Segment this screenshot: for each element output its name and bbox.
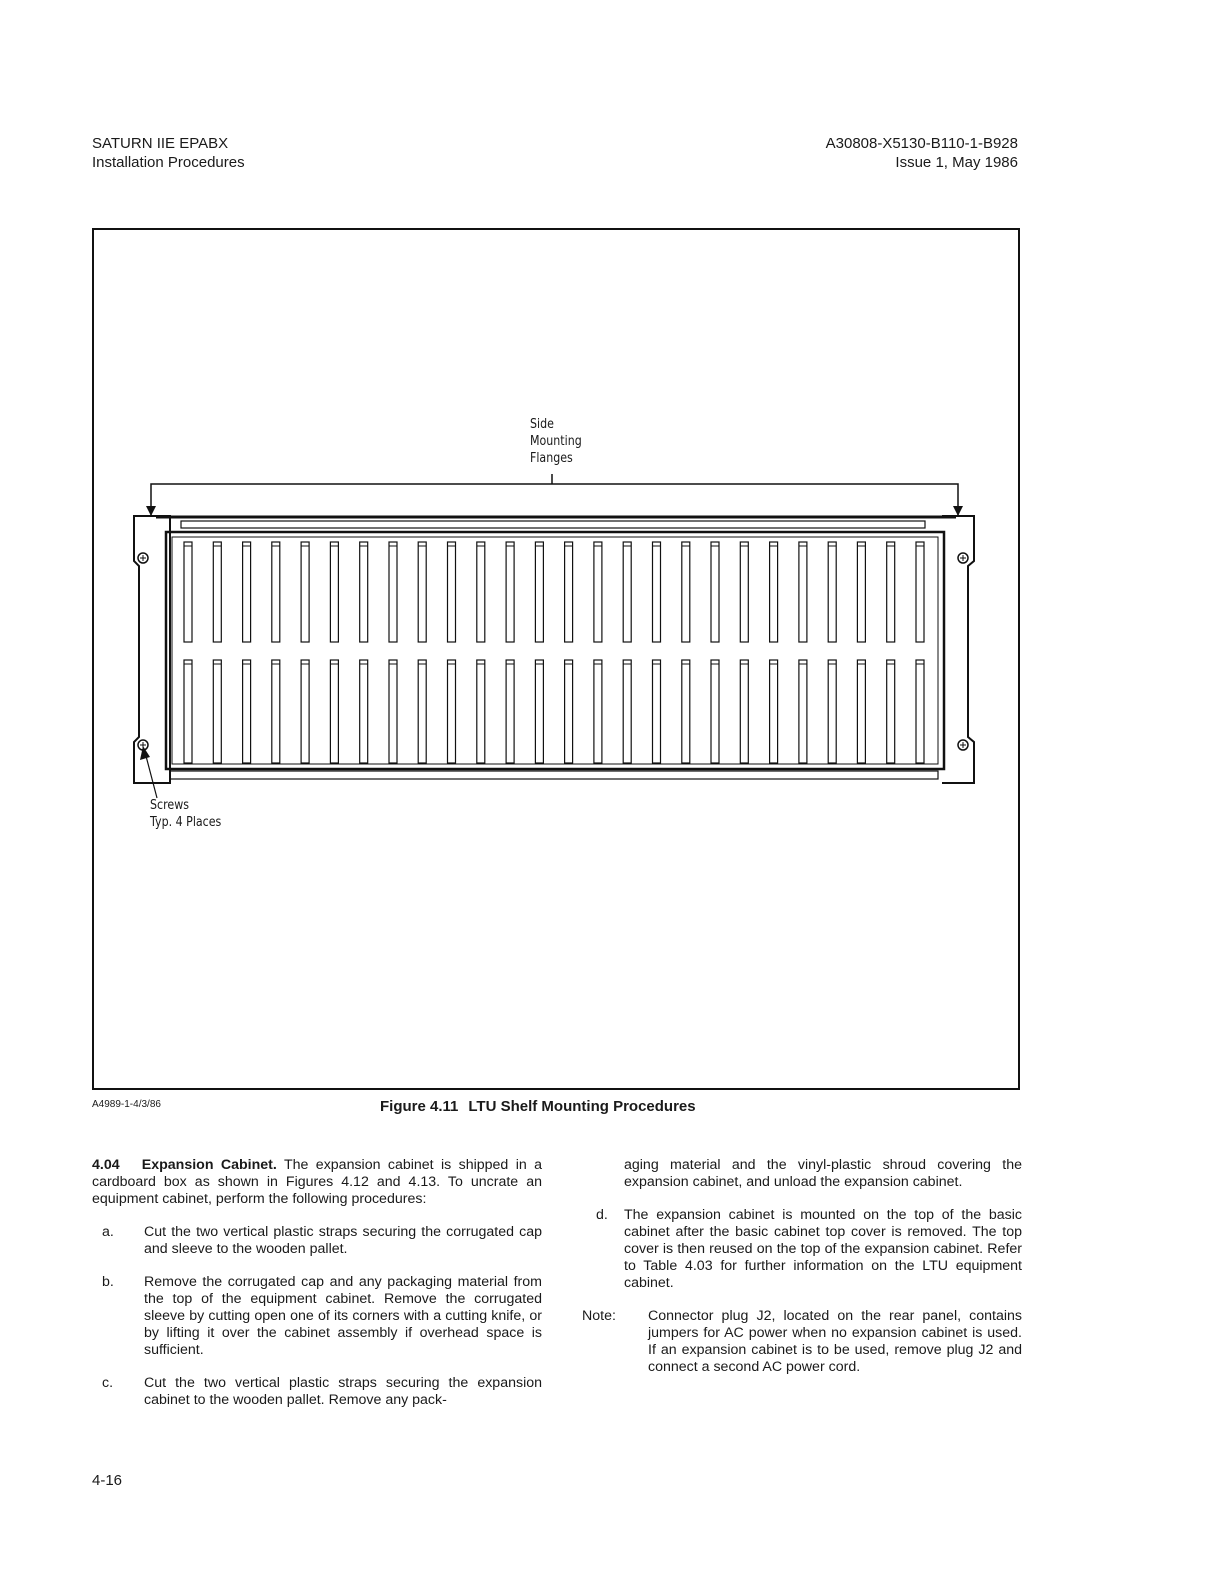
card-slot-upper <box>448 542 456 642</box>
list-item <box>92 1274 542 1359</box>
page-number: 4-16 <box>92 1472 123 1489</box>
card-slot-lower <box>301 660 309 763</box>
card-slot-upper <box>506 542 514 642</box>
issue-date: Issue 1, May 1986 <box>895 154 1018 171</box>
card-slot-lower <box>857 660 865 763</box>
card-slot-upper <box>916 542 924 642</box>
bottom-rail <box>170 771 938 779</box>
figure-number: Figure 4.11 <box>380 1098 459 1115</box>
card-slot-lower <box>711 660 719 763</box>
card-slot-upper <box>418 542 426 642</box>
figure-title: LTU Shelf Mounting Procedures <box>468 1098 696 1115</box>
list-item-text: Cut the two vertical plastic straps securing the expansion cabinet to the wooden pallet. Remove any pack- <box>144 1375 542 1408</box>
figure-frame <box>92 228 1020 1090</box>
card-slot-lower <box>828 660 836 763</box>
body-column-right <box>582 1157 1022 1376</box>
card-slot-lower <box>799 660 807 763</box>
card-slot-lower <box>594 660 602 763</box>
document-subtitle: Installation Procedures <box>92 154 245 171</box>
list-marker: c. <box>102 1375 114 1391</box>
list-item-text: The expansion cabinet is mounted on the top of the basic cabinet after the basic cabinet top cover is removed. The top cover is then reused on the top of the expansion cabinet. Refer to Table 4.03 for further information on the LTU equipment cabinet. <box>624 1207 1022 1291</box>
card-slot-lower <box>272 660 280 763</box>
list-item <box>92 1224 542 1258</box>
card-slot-upper <box>330 542 338 642</box>
card-slot-lower <box>623 660 631 763</box>
note-label: Note: <box>582 1308 616 1324</box>
right-arrowhead-icon <box>953 506 963 516</box>
running-header-right <box>826 134 1018 172</box>
document-title: SATURN IIE EPABX <box>92 135 229 152</box>
card-slot-lower <box>565 660 573 763</box>
card-slot-lower <box>477 660 485 763</box>
card-slot-upper <box>301 542 309 642</box>
screws-arrowhead-icon <box>140 746 150 760</box>
list-item-text: Remove the corrugated cap and any packaging material from the top of the equipment cabinet. Remove the corrugated sleeve by cutting open one of its corners with a cutting knife, or by lifting it over the cabinet assembly if overhead space is sufficient. <box>144 1274 542 1358</box>
list-marker: d. <box>596 1207 608 1223</box>
card-slot-upper <box>360 542 368 642</box>
top-rail <box>181 521 925 528</box>
drawing-id: A4989-1-4/3/86 <box>92 1099 161 1110</box>
card-slot-lower <box>916 660 924 763</box>
card-slot-lower <box>682 660 690 763</box>
card-slot-lower <box>213 660 221 763</box>
card-slot-lower <box>330 660 338 763</box>
card-slot-upper <box>799 542 807 642</box>
list-item <box>92 1375 542 1409</box>
card-slot-upper <box>653 542 661 642</box>
card-slot-upper <box>535 542 543 642</box>
card-slot-upper <box>887 542 895 642</box>
running-header-left <box>92 134 245 172</box>
card-slot-upper <box>770 542 778 642</box>
ltu-shelf-drawing <box>94 230 1018 1088</box>
side-mounting-flanges-label: Side Mounting Flanges <box>530 417 582 466</box>
card-slot-upper <box>828 542 836 642</box>
list-marker: b. <box>102 1274 114 1290</box>
card-slot-lower <box>653 660 661 763</box>
card-slot-lower <box>535 660 543 763</box>
card-slots <box>184 542 924 763</box>
left-flange <box>134 516 170 783</box>
card-slot-lower <box>506 660 514 763</box>
card-slot-upper <box>857 542 865 642</box>
list-item <box>582 1207 1022 1292</box>
card-slot-lower <box>770 660 778 763</box>
section-title: Expansion Cabinet. <box>141 1157 277 1173</box>
card-slot-lower <box>448 660 456 763</box>
flange-callout-line <box>151 484 958 515</box>
card-slot-lower <box>243 660 251 763</box>
card-slot-upper <box>682 542 690 642</box>
card-slot-upper <box>184 542 192 642</box>
card-slot-upper <box>477 542 485 642</box>
card-slot-lower <box>740 660 748 763</box>
note-text: Connector plug J2, located on the rear panel, contains jumpers for AC power when no expansion cabinet is used. If an expansion cabinet is to be used, remove plug J2 and connect a second AC power cord. <box>648 1308 1022 1375</box>
card-slot-lower <box>184 660 192 763</box>
card-slot-upper <box>623 542 631 642</box>
list-item-continuation: aging material and the vinyl-plastic shroud covering the expansion cabinet, and unload the expansion cabinet. <box>624 1157 1022 1190</box>
card-slot-upper <box>711 542 719 642</box>
section-intro <box>92 1157 542 1208</box>
card-slot-upper <box>740 542 748 642</box>
document-number: A30808-X5130-B110-1-B928 <box>825 135 1018 152</box>
card-slot-upper <box>243 542 251 642</box>
card-slot-upper <box>594 542 602 642</box>
card-slot-upper <box>272 542 280 642</box>
shelf-body <box>166 532 944 769</box>
body-column-left <box>92 1157 542 1409</box>
card-slot-upper <box>213 542 221 642</box>
note <box>582 1308 1022 1376</box>
card-slot-lower <box>887 660 895 763</box>
list-marker: a. <box>102 1224 114 1240</box>
intro-text: The expansion cabinet is shipped in a cardboard box as shown in Figures 4.12 and 4.13. To uncrate an equipment cabinet, perform the following procedures: <box>92 1157 543 1207</box>
section-number: 4.04 <box>92 1157 120 1173</box>
figure-caption <box>380 1098 706 1115</box>
card-slot-lower <box>360 660 368 763</box>
card-slot-upper <box>565 542 573 642</box>
card-slot-lower <box>389 660 397 763</box>
list-item-text: Cut the two vertical plastic straps securing the corrugated cap and sleeve to the wooden pallet. <box>144 1224 542 1257</box>
card-slot-upper <box>389 542 397 642</box>
left-arrowhead-icon <box>146 506 156 516</box>
card-slot-lower <box>418 660 426 763</box>
screws-callout-leader <box>146 756 157 798</box>
screws-label: Screws Typ. 4 Places <box>150 798 222 830</box>
